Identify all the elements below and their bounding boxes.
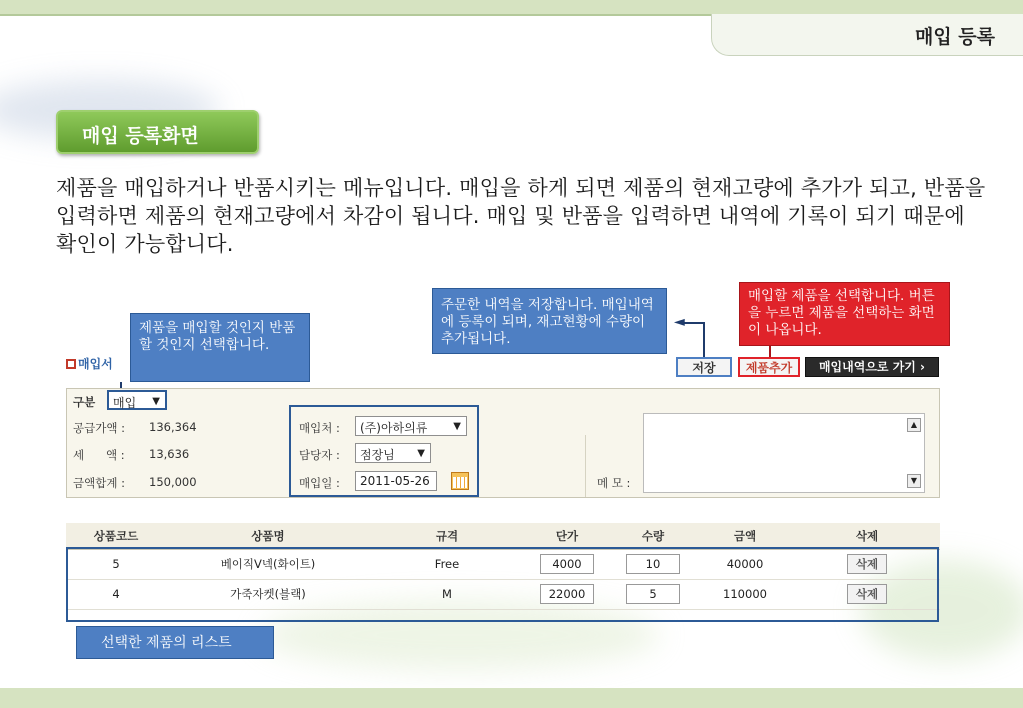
date-label: 매입일 :: [299, 476, 340, 490]
add-product-button[interactable]: 제품추가: [738, 357, 800, 377]
header-price: 단가: [524, 523, 610, 549]
supply-label: 공급가액 :: [73, 421, 125, 435]
connector-line: [682, 322, 704, 324]
delete-button[interactable]: 삭제: [847, 554, 887, 574]
chevron-down-icon: ▼: [417, 448, 425, 459]
cell-amount: 40000: [696, 549, 794, 579]
cell-amount: 110000: [696, 579, 794, 609]
square-icon: [66, 359, 76, 369]
price-input[interactable]: 4000: [540, 554, 594, 574]
vendor-label: 매입처 :: [299, 421, 340, 435]
date-input[interactable]: 2011-05-26: [355, 471, 437, 491]
table-header-row: [66, 523, 940, 549]
vendor-select[interactable]: (주)아하의류 ▼: [355, 416, 467, 436]
cell-name: 가죽자켓(블랙): [166, 579, 370, 609]
type-select[interactable]: 매입 ▼: [107, 390, 167, 410]
memo-label: 메 모 :: [597, 476, 631, 490]
header-code: 상품코드: [66, 523, 166, 549]
tax-value: 13,636: [149, 447, 190, 461]
purchase-history-button[interactable]: 매입내역으로 가기 ›: [805, 357, 939, 377]
callout-product-list: 선택한 제품의 리스트: [76, 626, 274, 659]
connector-line: [703, 322, 705, 358]
arrow-left-icon: ◄: [674, 314, 685, 330]
memo-textarea[interactable]: [643, 413, 925, 493]
tax-label: 세 액 :: [73, 448, 125, 462]
callout-add-product: 매입할 제품을 선택합니다. 버튼을 누르면 제품을 선택하는 화면이 나옵니다.: [739, 282, 950, 346]
type-label: 구분: [73, 395, 96, 409]
cell-code: 4: [66, 579, 166, 609]
cell-name: 베이직V넥(화이트): [166, 549, 370, 579]
memo-divider: [585, 435, 586, 497]
cell-spec: M: [370, 579, 524, 609]
description-text: 제품을 매입하거나 반품시키는 메뉴입니다. 매입을 하게 되면 제품의 현재고량에 추가가 되고, 반품을 입력하면 제품의 현재고량에서 차감이 됩니다. 매입 및 반품을 입력하면 내역에 기록이 되기 때문에 확인이 가능합니다.: [56, 176, 986, 256]
price-input[interactable]: 22000: [540, 584, 594, 604]
title-tab: [711, 14, 1023, 56]
cell-spec: Free: [370, 549, 524, 579]
cell-code: 5: [66, 549, 166, 579]
page-title: 매입 등록: [914, 26, 995, 48]
header-spec: 규격: [370, 523, 524, 549]
manager-label: 담당자 :: [299, 448, 340, 462]
total-label: 금액합계 :: [73, 476, 125, 490]
delete-button[interactable]: 삭제: [847, 584, 887, 604]
manager-select[interactable]: 점장님 ▼: [355, 443, 431, 463]
save-button[interactable]: 저장: [676, 357, 732, 377]
bottom-bar: [0, 688, 1023, 708]
supply-value: 136,364: [149, 420, 197, 434]
form-label: 매입서: [66, 355, 113, 372]
calendar-icon[interactable]: [451, 472, 469, 490]
section-badge: 매입 등록화면: [56, 110, 259, 154]
callout-save-info: 주문한 내역을 저장합니다. 매입내역에 등록이 되며, 재고현황에 수량이 추가됩니다.: [432, 288, 667, 354]
chevron-down-icon: ▼: [453, 421, 461, 432]
total-value: 150,000: [149, 475, 197, 489]
chevron-down-icon: ▼: [152, 396, 160, 407]
purchase-form-panel: [66, 388, 940, 498]
header-amount: 금액: [696, 523, 794, 549]
qty-input[interactable]: 10: [626, 554, 680, 574]
header-delete: 삭제: [794, 523, 940, 549]
header-qty: 수량: [610, 523, 696, 549]
callout-type-select: 제품을 매입할 것인지 반품 할 것인지 선택합니다.: [130, 313, 310, 382]
header-name: 상품명: [166, 523, 370, 549]
product-list-highlight: [66, 547, 939, 622]
scroll-up-icon[interactable]: ▲: [907, 418, 921, 432]
qty-input[interactable]: 5: [626, 584, 680, 604]
scroll-down-icon[interactable]: ▼: [907, 474, 921, 488]
